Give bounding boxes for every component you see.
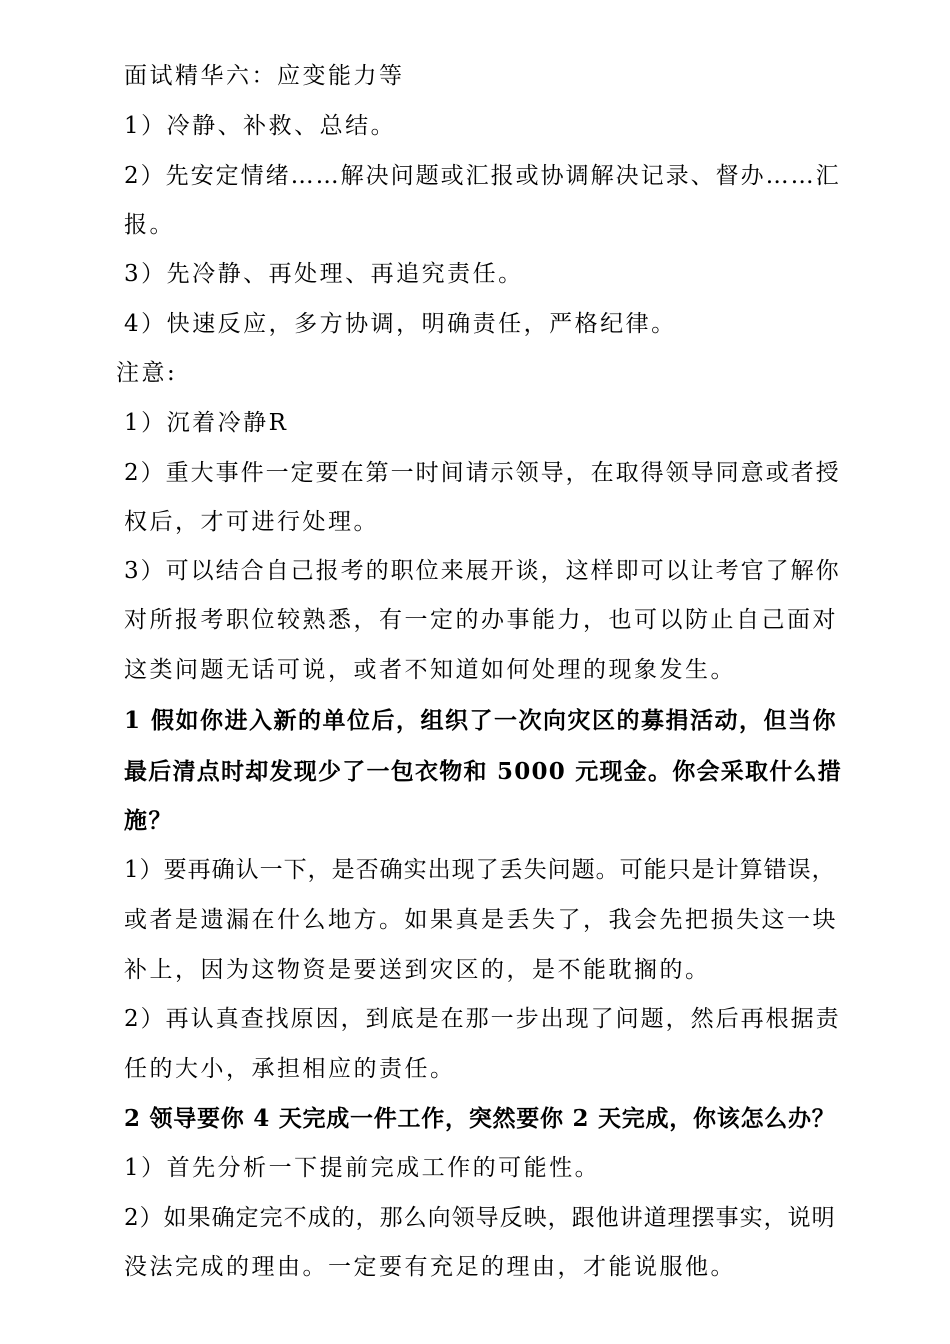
note-line: 3）可以结合自己报考的职位来展开谈，这样即可以让考官了解你 <box>124 558 841 584</box>
note-line: 2）重大事件一定要在第一时间请示领导，在取得领导同意或者授 <box>124 460 841 486</box>
question-1-line: 1 假如你进入新的单位后，组织了一次向灾区的募捐活动，但当你 <box>124 707 838 734</box>
question-1-line: 施？ <box>124 807 173 834</box>
answer-1-line: 2）再认真查找原因，到底是在那一步出现了问题，然后再根据责 <box>124 1006 841 1032</box>
answer-2-line: 2）如果确定完不成的，那么向领导反映，跟他讲道理摆事实，说明 <box>124 1205 836 1231</box>
note-line: 1）沉着冷静R <box>124 410 289 436</box>
answer-line: 3）先冷静、再处理、再追究责任。 <box>124 261 524 287</box>
answer-1-line: 补上，因为这物资是要送到灾区的，是不能耽搁的。 <box>124 957 711 983</box>
answer-line: 1）冷静、补救、总结。 <box>124 113 397 139</box>
question-2: 2 领导要你 4 天完成一件工作，突然要你 2 天完成，你该怎么办？ <box>124 1105 836 1132</box>
note-heading: 注意: <box>116 360 178 386</box>
note-line: 对所报考职位较熟悉，有一定的办事能力，也可以防止自己面对 <box>124 607 838 633</box>
doc-title: 面试精华六：应变能力等 <box>124 63 405 89</box>
note-line: 这类问题无话可说，或者不知道如何处理的现象发生。 <box>124 657 736 683</box>
answer-2-line: 没法完成的理由。一定要有充足的理由，才能说服他。 <box>124 1254 736 1280</box>
question-1-line: 最后清点时却发现少了一包衣物和 5000 元现金。你会采取什么措 <box>124 758 843 785</box>
answer-line: 4）快速反应，多方协调，明确责任，严格纪律。 <box>124 311 677 337</box>
answer-line: 报。 <box>124 212 175 238</box>
answer-1-line: 任的大小，承担相应的责任。 <box>124 1056 456 1082</box>
answer-2-line: 1）首先分析一下提前完成工作的可能性。 <box>124 1155 601 1181</box>
answer-1-line: 1）要再确认一下，是否确实出现了丢失问题。可能只是计算错误， <box>124 857 836 883</box>
answer-line: 2）先安定情绪……解决问题或汇报或协调解决记录、督办……汇 <box>124 163 841 189</box>
note-line: 权后，才可进行处理。 <box>124 509 379 535</box>
answer-1-line: 或者是遗漏在什么地方。如果真是丢失了，我会先把损失这一块 <box>124 907 838 933</box>
